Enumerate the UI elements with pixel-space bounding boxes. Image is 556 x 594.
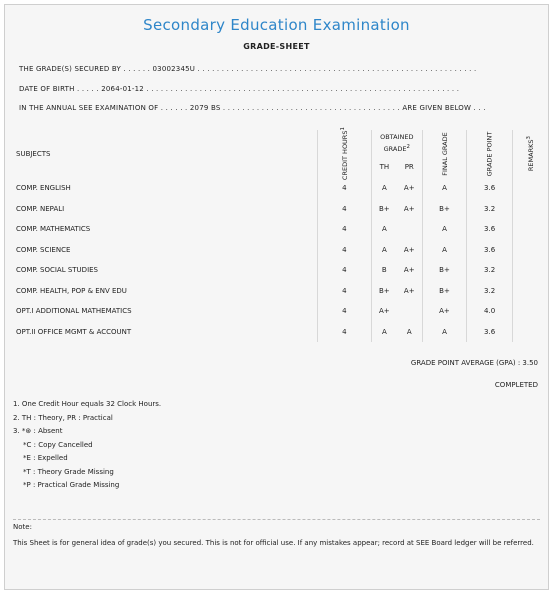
final-grade-cell: B+ [422, 260, 467, 281]
remarks-cell [512, 322, 548, 343]
exam-dots: . . . . . . . . . . . . . . . . . . . . . . . . . . . . . . . . . . . . . [220, 104, 403, 112]
grade-point-cell: 3.6 [467, 240, 513, 261]
exam-tail: ARE GIVEN BELOW . . . [402, 104, 486, 112]
credit-cell: 4 [317, 219, 371, 240]
subject-cell: COMP. HEALTH, POP & ENV EDU [16, 286, 127, 295]
final-grade-cell: A [422, 240, 467, 261]
grades-table [5, 127, 548, 342]
table-row [5, 219, 548, 240]
subject-cell: COMP. SCIENCE [16, 245, 71, 254]
pr-grade-cell [397, 301, 422, 322]
legend-item: *E : Expelled [23, 454, 68, 462]
final-grade-cell: B+ [422, 281, 467, 302]
legend [13, 398, 161, 493]
credit-cell: 4 [317, 178, 371, 199]
legend-item: 3. *⊛ : Absent [13, 427, 63, 435]
final-grade-cell: A [422, 322, 467, 343]
legend-item: 2. TH : Theory, PR : Practical [13, 413, 113, 422]
exam-year: 2079 BS [189, 104, 221, 112]
legend-item: *C : Copy Cancelled [23, 440, 93, 449]
table-header-row [5, 130, 548, 156]
pr-header: PR [404, 163, 414, 171]
credit-cell: 4 [317, 301, 371, 322]
remarks-cell [512, 219, 548, 240]
dob-value: 2064-01-12 [101, 85, 144, 93]
th-grade-cell: B [371, 260, 396, 281]
pr-grade-cell: A+ [403, 286, 415, 295]
th-grade-cell: A [371, 240, 396, 261]
gpa-line [411, 359, 538, 367]
grade-point-cell: 3.6 [467, 322, 513, 343]
grade-point-cell: 4.0 [467, 301, 513, 322]
th-grade-cell: A+ [371, 301, 396, 322]
obtained-grade-header: OBTAINED GRADE$^2$ [371, 130, 422, 156]
pr-grade-cell: A [406, 327, 412, 336]
note-title: Note: [13, 523, 32, 531]
pr-grade-cell: A+ [403, 245, 415, 254]
th-grade-cell: B+ [371, 281, 396, 302]
pr-grade-cell [397, 219, 422, 240]
remarks-cell [512, 240, 548, 261]
remarks-cell [512, 199, 548, 220]
table-row [5, 178, 548, 199]
remarks-header: REMARKS$^3$ [512, 130, 548, 178]
grade-point-cell: 3.6 [467, 178, 513, 199]
th-grade-cell: A [371, 219, 396, 240]
remarks-cell [512, 281, 548, 302]
status-badge: COMPLETED [494, 381, 538, 389]
grade-point-cell: 3.6 [467, 219, 513, 240]
note-text: This Sheet is for general idea of grade(s) you secured. This is not for official use. If any mistakes appear; record at SEE Board ledger will be referred. [13, 539, 534, 547]
credit-cell: 4 [317, 281, 371, 302]
remarks-cell [512, 301, 548, 322]
symbol-number: 03002345U [152, 65, 196, 73]
subject-cell: OPT.II OFFICE MGMT & ACCOUNT [16, 327, 132, 336]
table-row [5, 322, 548, 343]
pr-grade-cell: A+ [403, 184, 415, 193]
grade-point-cell: 3.2 [467, 281, 513, 302]
grade-point-cell: 3.2 [467, 260, 513, 281]
table-row [5, 281, 548, 302]
legend-item: *P : Practical Grade Missing [23, 481, 120, 489]
subject-cell: OPT.I ADDITIONAL MATHEMATICS [16, 307, 132, 316]
final-grade-header: FINAL GRADE [422, 130, 467, 178]
grade-sheet [4, 4, 549, 590]
th-grade-cell: A [371, 322, 396, 343]
pr-grade-cell: A+ [403, 266, 415, 275]
credit-cell: 4 [317, 260, 371, 281]
grade-secured-line [19, 65, 476, 73]
subject-cell: COMP. ENGLISH [16, 184, 71, 193]
dob-dots: . . . . . . . . . . . . . . . . . . . . . . . . . . . . . . . . . . . . . . . . . . . . . . . . . . . . . . . . . . . . . . . . . [143, 85, 460, 93]
remarks-cell [512, 260, 548, 281]
pr-grade-cell: A+ [403, 204, 415, 213]
gpa-value: 3.50 [522, 359, 538, 367]
table-row [5, 260, 548, 281]
divider [13, 519, 540, 520]
dob-line [19, 85, 459, 93]
remarks-cell [512, 178, 548, 199]
table-row [5, 199, 548, 220]
credit-cell: 4 [317, 322, 371, 343]
grade-secured-label: THE GRADE(S) SECURED BY . . . . . . [19, 65, 153, 73]
subject-cell: COMP. SOCIAL STUDIES [16, 266, 99, 275]
final-grade-cell: A [422, 219, 467, 240]
table-row [5, 301, 548, 322]
gpa-label: GRADE POINT AVERAGE (GPA) : [410, 359, 523, 367]
exam-label: IN THE ANNUAL SEE EXAMINATION OF . . . . . . [19, 104, 190, 112]
table-row [5, 240, 548, 261]
grade-secured-dots: . . . . . . . . . . . . . . . . . . . . . . . . . . . . . . . . . . . . . . . . . . . . . . . . . . . . . . . . . . [195, 65, 477, 73]
final-grade-cell: A [422, 178, 467, 199]
dob-label: DATE OF BIRTH . . . . . [19, 85, 102, 93]
final-grade-cell: B+ [422, 199, 467, 220]
th-grade-cell: B+ [371, 199, 396, 220]
final-grade-cell: A+ [422, 301, 467, 322]
th-header: TH [371, 156, 396, 178]
exam-line [19, 104, 486, 112]
subject-cell: COMP. NEPALI [16, 204, 65, 213]
page-title: Secondary Education Examination [143, 16, 410, 34]
subject-cell: COMP. MATHEMATICS [16, 225, 91, 234]
subjects-header: SUBJECTS [16, 150, 51, 158]
legend-item: *T : Theory Grade Missing [23, 467, 114, 476]
credit-cell: 4 [317, 240, 371, 261]
th-grade-cell: A [371, 178, 396, 199]
credit-hours-header: CREDIT HOURS$^1$ [317, 130, 371, 178]
grade-sheet-heading: GRADE-SHEET [243, 42, 310, 51]
legend-item: 1. One Credit Hour equals 32 Clock Hours. [13, 400, 162, 408]
grade-point-header: GRADE POINT [467, 130, 513, 178]
grade-point-cell: 3.2 [467, 199, 513, 220]
credit-cell: 4 [317, 199, 371, 220]
